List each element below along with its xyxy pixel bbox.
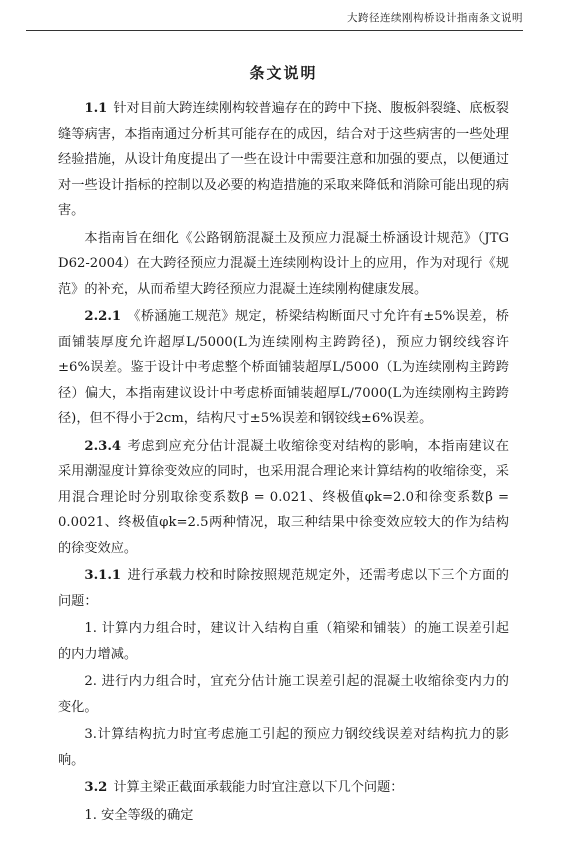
clause-number: 3.1.1	[84, 568, 122, 583]
paragraph-text: 1. 安全等级的确定	[84, 807, 194, 823]
clause-number: 3.2	[84, 780, 108, 795]
paragraph-text: 2. 进行内力组合时，宜充分估计施工误差引起的混凝土收缩徐变内力的变化。	[58, 674, 509, 715]
paragraph-2-2-1	[58, 304, 509, 432]
paragraph-1-1	[58, 96, 509, 224]
list-item	[58, 669, 509, 720]
paragraph-text: 本指南旨在细化《公路钢筋混凝土及预应力混凝土桥涵设计规范》（JTG D62-2004）在大跨径预应力混凝土连续刚构设计上的应用，作为对现行《规范》的补充，从而希望大跨径预应力混凝土连续刚构健康发展。	[58, 230, 509, 297]
paragraph-text: 《桥涵施工规范》规定，桥梁结构断面尺寸允许有±5%误差，桥面铺装厚度允许超厚L/5000(L为连续刚构主跨跨径)，预应力钢绞线容许±6%误差。鉴于设计中考虑整个桥面铺装超厚L/5000（L为连续刚构主跨跨径）偏大，本指南建议设计中考虑桥面铺装超厚L/7000(L为连续刚构主跨跨径)，但不得小于2cm，结构尺寸±5%误差和钢铰线±6%误差。	[58, 309, 509, 426]
paragraph-text: 针对目前大跨连续刚构较普遍存在的跨中下挠、腹板斜裂缝、底板裂缝等病害，本指南通过分析其可能存在的成因，结合对于这些病害的一些处理经验措施，从设计角度提出了一些在设计中需要注意和加强的要点，以便通过对一些设计指标的控制以及必要的构造措施的采取来降低和消除可能出现的病害。	[58, 101, 509, 218]
running-header	[26, 10, 523, 31]
document-body	[58, 96, 509, 830]
list-item	[58, 722, 509, 773]
clause-number: 2.3.4	[84, 438, 122, 454]
paragraph-intro	[58, 226, 509, 303]
list-item	[58, 803, 509, 829]
clause-number: 2.2.1	[84, 309, 122, 324]
page-title: 条文说明	[249, 64, 318, 82]
paragraph-2-3-4	[58, 434, 509, 562]
paragraph-text: 1. 计算内力组合时，建议计入结构自重（箱梁和铺装）的施工误差引起的内力增减。	[58, 621, 509, 662]
list-item	[58, 616, 509, 667]
paragraph-3-2	[58, 775, 509, 801]
paragraph-text: 考虑到应充分估计混凝土收缩徐变对结构的影响，本指南建议在采用潮湿度计算徐变效应的同时，也采用混合理论来计算结构的收缩徐变，采用混合理论时分别取徐变系数β = 0.021、终极值φk=2.0和徐变系数β = 0.0021、终极值φk=2.5两种情况，取三种结果中徐变效应较大的作为结构的徐变效应。	[58, 438, 509, 556]
paragraph-3-1-1	[58, 563, 509, 614]
clause-number: 1.1	[84, 101, 108, 116]
paragraph-text: 计算主梁正截面承载能力时宜注意以下几个问题：	[113, 780, 404, 795]
paragraph-text: 3.计算结构抗力时宜考虑施工引起的预应力钢绞线误差对结构抗力的影响。	[58, 727, 509, 768]
paragraph-text: 进行承载力校和时除按照规范规定外，还需考虑以下三个方面的问题：	[58, 568, 509, 609]
running-header-title: 大跨径连续刚构桥设计指南条文说明	[347, 12, 523, 24]
